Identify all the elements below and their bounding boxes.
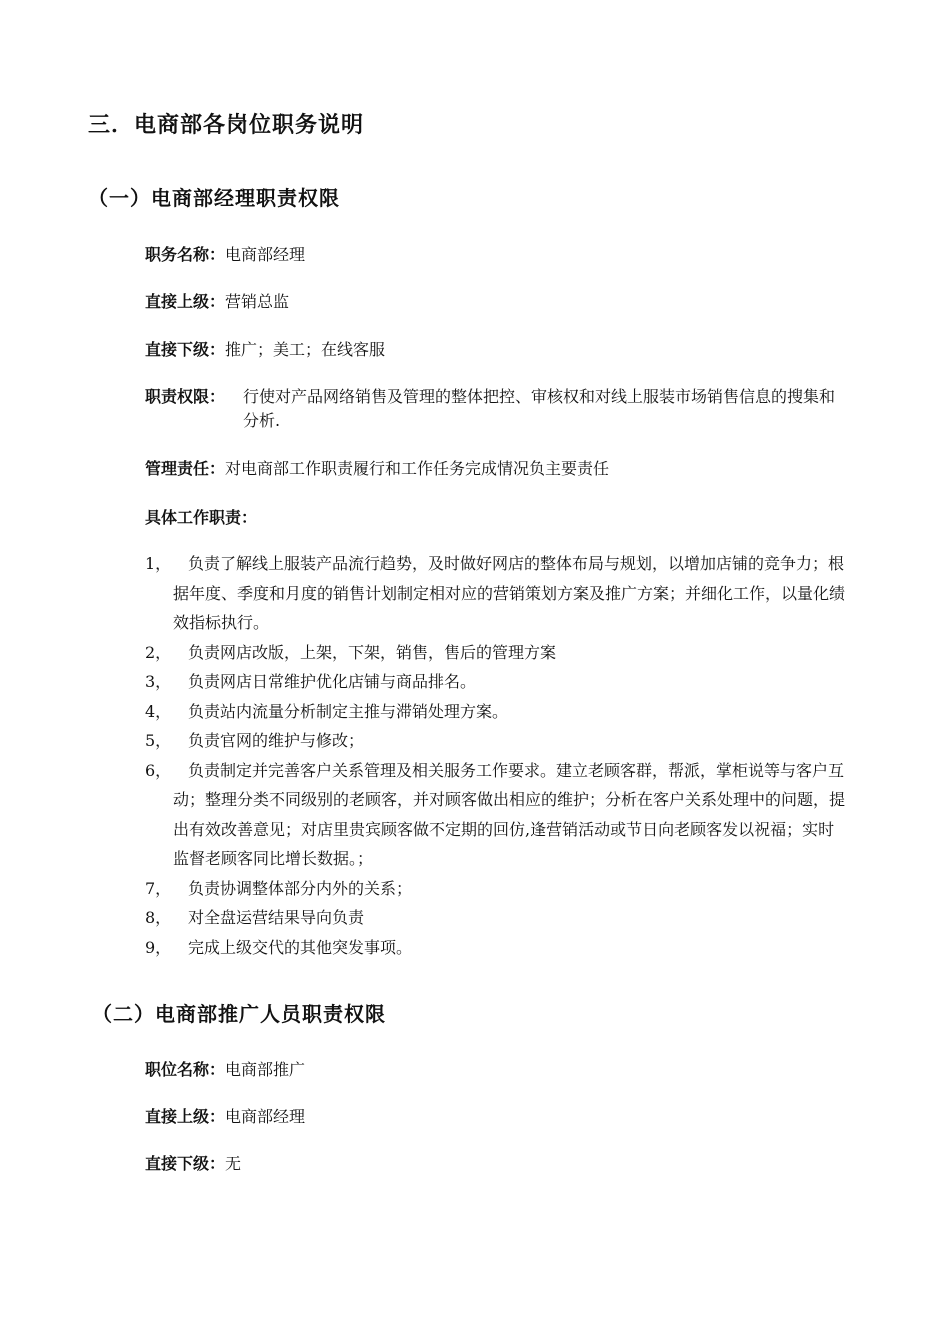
field-value: 电商部经理: [225, 1107, 306, 1126]
field-label: 直接下级：: [145, 340, 226, 359]
list-item: [145, 903, 850, 933]
part2-superior-field: [145, 1105, 305, 1129]
list-item-text: 负责官网的维护与修改；: [188, 731, 365, 750]
list-item-number: 3，: [145, 672, 172, 691]
part1-title: （一）电商部经理职责权限: [88, 186, 340, 210]
list-item-number: 1，: [145, 554, 172, 573]
part1-superior-field: [145, 290, 289, 314]
section-title: 三．电商部各岗位职务说明: [88, 113, 365, 138]
list-item-text: 负责协调整体部分内外的关系；: [188, 878, 413, 898]
field-label: 职务名称：: [145, 245, 226, 264]
field-value: 对电商部工作职责履行和工作任务完成情况负主要责任: [225, 459, 610, 478]
field-label: 直接上级：: [145, 1107, 226, 1126]
part2-title: （二）电商部推广人员职责权限: [92, 1002, 386, 1026]
list-item: [145, 726, 850, 756]
list-item-text: 负责站内流量分析制定主推与滞销处理方案。: [188, 701, 509, 721]
list-item-text: 对全盘运营结果导向负责: [188, 908, 365, 927]
field-label: 管理责任：: [145, 459, 226, 478]
part1-position-field: [145, 243, 305, 267]
field-label: 直接下级：: [145, 1154, 226, 1173]
field-value: 推广；美工；在线客服: [225, 340, 386, 359]
part1-subordinate-field: [145, 338, 385, 362]
list-item: [145, 697, 850, 727]
part2-position-field: [145, 1058, 305, 1082]
duties-title: 具体工作职责：: [145, 508, 258, 527]
list-item-number: 9，: [145, 937, 172, 957]
list-item-number: 7，: [145, 878, 172, 898]
list-item-number: 2，: [145, 642, 172, 662]
list-item-number: 5，: [145, 731, 172, 750]
part2-subordinate-field: [145, 1152, 241, 1176]
field-label: 直接上级：: [145, 292, 226, 311]
field-label: 职位名称：: [145, 1060, 226, 1079]
list-item: [145, 756, 850, 874]
field-value: 行使对产品网络销售及管理的整体把控、审核权和对线上服装市场销售信息的搜集和分析.: [243, 387, 836, 430]
list-item: [145, 874, 850, 904]
list-item: [145, 667, 850, 697]
duties-list: [145, 549, 850, 962]
list-item-number: 8，: [145, 908, 172, 927]
list-item-number: 6，: [145, 760, 172, 780]
part1-management-field: [145, 457, 609, 481]
field-value: 电商部推广: [225, 1060, 306, 1079]
list-item-number: 4，: [145, 701, 172, 721]
list-item-text: 负责网店改版，上架，下架，销售，售后的管理方案: [188, 642, 557, 662]
field-value: 电商部经理: [225, 245, 306, 264]
field-label: 职责权限：: [145, 387, 226, 406]
list-item-text: 负责制定并完善客户关系管理及相关服务工作要求。建立老顾客群，帮派，掌柜说等与客户互动；整理分类不同级别的老顾客，并对顾客做出相应的维护；分析在客户关系处理中的问题，提出有效改善意见；对店里贵宾顾客做不定期的回仿,逢营销活动或节日向老顾客发以祝福；实时监督老顾客同比增长数据。；: [173, 760, 846, 868]
part1-authority-field: [145, 385, 850, 433]
field-value: 营销总监: [225, 292, 290, 311]
list-item-text: 负责网店日常维护优化店铺与商品排名。: [188, 672, 477, 691]
list-item-text: 完成上级交代的其他突发事项。: [188, 937, 413, 957]
list-item: [145, 638, 850, 668]
list-item: [145, 549, 850, 638]
list-item: [145, 933, 850, 963]
field-value: 无: [225, 1154, 242, 1173]
list-item-text: 负责了解线上服装产品流行趋势，及时做好网店的整体布局与规划，以增加店铺的竞争力；根据年度、季度和月度的销售计划制定相对应的营销策划方案及推广方案；并细化工作，以量化绩效指标执行。: [173, 554, 846, 632]
